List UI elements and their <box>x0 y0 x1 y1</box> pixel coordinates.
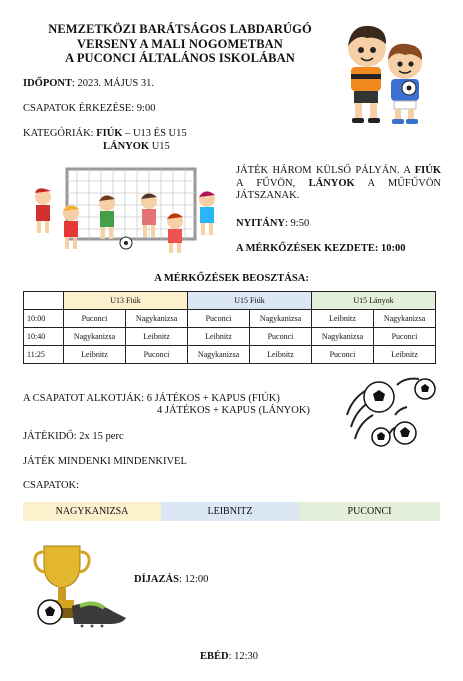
soccer-balls-illustration <box>345 375 440 460</box>
boys-value: – U13 ÉS U15 <box>125 128 187 139</box>
composition-line-2: 4 JÁTÉKOS + KAPUS (LÁNYOK) <box>157 405 310 416</box>
girls-label: LÁNYOK <box>103 141 150 152</box>
page-title <box>30 22 330 66</box>
schedule-table <box>23 291 436 364</box>
table-row <box>24 346 436 364</box>
start-label: A MÉRKŐZÉSEK KEZDETE <box>236 243 375 254</box>
team-cell: Puconci <box>188 310 250 328</box>
opening-value: : 9:50 <box>285 218 310 229</box>
goal-kids-illustration <box>25 163 225 258</box>
table-row <box>24 328 436 346</box>
title-line-2: VERSENY A MALI NOGOMETBAN <box>77 36 283 51</box>
composition-line: A CSAPATOT ALKOTJÁK: 6 JÁTÉKOS + KAPUS (FIÚK) <box>23 393 280 404</box>
group-header: U15 Lányok <box>312 292 436 310</box>
team-cell: Puconci <box>250 328 312 346</box>
girls-line <box>103 140 170 153</box>
team-cell: Leibnitz <box>188 328 250 346</box>
everyone-line: JÁTÉK MINDENKI MINDENKIVEL <box>23 456 187 467</box>
awards-label: DÍJAZÁS <box>134 574 179 585</box>
date-value: : 2023. MÁJUS 31. <box>72 78 154 89</box>
team-cell: Nagykanizsa <box>188 346 250 364</box>
schedule-header-row <box>24 292 436 310</box>
group-header: U13 Fiúk <box>64 292 188 310</box>
team-cell: Nagykanizsa <box>64 328 126 346</box>
team-cell: Leibnitz <box>250 346 312 364</box>
team-cell: Puconci <box>64 310 126 328</box>
team-badge-puconci: PUCONCI <box>299 502 440 521</box>
start-line <box>236 242 406 255</box>
lunch-value: : 12:30 <box>228 651 259 662</box>
team-cell: Nagykanizsa <box>126 310 188 328</box>
team-cell: Puconci <box>312 346 374 364</box>
time-cell: 10:40 <box>24 328 64 346</box>
time-cell: 11:25 <box>24 346 64 364</box>
team-badge-nagykanizsa: NAGYKANIZSA <box>23 502 161 521</box>
date-line <box>23 77 154 90</box>
team-cell: Nagykanizsa <box>374 310 436 328</box>
team-cell: Leibnitz <box>64 346 126 364</box>
girls-value: U15 <box>151 141 170 152</box>
awards-value: : 12:00 <box>178 574 209 585</box>
playtime-label: JÁTÉKIDŐ <box>23 431 74 442</box>
team-cell: Leibnitz <box>312 310 374 328</box>
teams-label: CSAPATOK: <box>23 480 80 491</box>
arrival-value: : 9:00 <box>131 103 156 114</box>
team-cell: Leibnitz <box>374 346 436 364</box>
arrival-label: CSAPATOK ÉRKEZÉSE <box>23 103 132 114</box>
categories-line <box>23 127 187 140</box>
categories-label: KATEGÓRIÁK: <box>23 128 94 139</box>
kids-football-illustration <box>337 18 432 128</box>
team-cell: Leibnitz <box>126 328 188 346</box>
teams-bar <box>23 502 440 521</box>
schedule-title: A MÉRKŐZÉSEK BEOSZTÁSA: <box>154 273 309 284</box>
team-cell: Nagykanizsa <box>250 310 312 328</box>
opening-label: NYITÁNY <box>236 218 286 229</box>
boys-label: FIÚK <box>96 128 123 139</box>
schedule-corner-cell <box>24 292 64 310</box>
trophy-illustration <box>30 540 135 630</box>
team-badge-leibnitz: LEIBNITZ <box>161 502 299 521</box>
team-cell: Puconci <box>374 328 436 346</box>
awards-line <box>134 573 208 586</box>
playtime-value: : 2x 15 perc <box>73 431 124 442</box>
lunch-line <box>200 650 258 663</box>
opening-line <box>236 217 309 230</box>
table-row <box>24 310 436 328</box>
title-line-1: NEMZETKÖZI BARÁTSÁGOS LABDARÚGÓ <box>48 22 312 36</box>
team-cell: Puconci <box>126 346 188 364</box>
date-label: IDŐPONT <box>23 78 73 89</box>
group-header: U15 Fiúk <box>188 292 312 310</box>
lunch-label: EBÉD <box>200 651 229 662</box>
time-cell: 10:00 <box>24 310 64 328</box>
start-value: : 10:00 <box>374 243 406 254</box>
team-cell: Nagykanizsa <box>312 328 374 346</box>
arrival-line <box>23 102 155 115</box>
title-line-3: A PUCONCI ÁLTALÁNOS ISKOLÁBAN <box>65 51 295 65</box>
playtime-line <box>23 430 124 443</box>
fields-description: JÁTÉK HÁROM KÜLSŐ PÁLYÁN. A FIÚK A FŰVÖN, LÁNYOK A MŰFŰVÖN JÁTSZANAK. <box>236 165 442 201</box>
